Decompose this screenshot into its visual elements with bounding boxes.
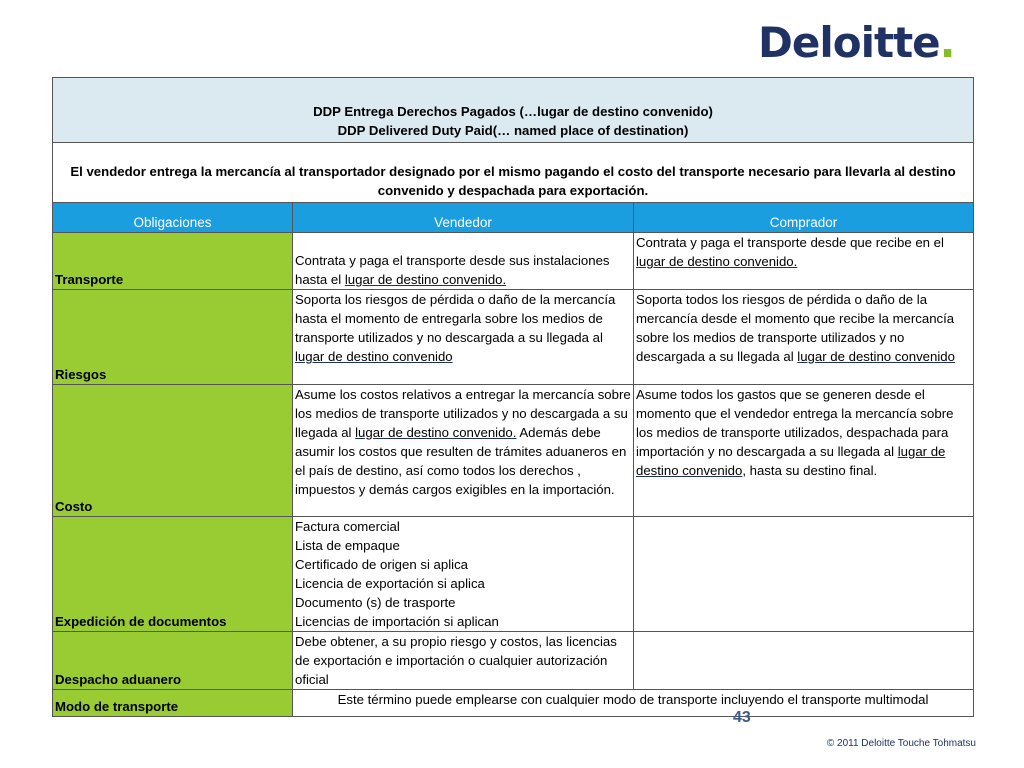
deloitte-logo xyxy=(758,18,955,67)
row-label-modo: Modo de transporte xyxy=(53,690,293,717)
link-lugar-destino: lugar de destino convenido xyxy=(797,349,955,364)
title-spanish: DDP Entrega Derechos Pagados (…lugar de destino convenido) xyxy=(313,104,713,119)
vendedor-expedicion xyxy=(293,517,634,632)
doc-item: Factura comercial xyxy=(295,519,400,534)
copyright-notice: © 2011 Deloitte Touche Tohmatsu xyxy=(826,738,976,749)
header-row xyxy=(53,203,974,233)
table-row xyxy=(53,385,974,517)
link-lugar-destino: lugar de destino convenido xyxy=(636,444,946,478)
row-label-despacho: Despacho aduanero xyxy=(53,632,293,690)
doc-item: Lista de empaque xyxy=(295,538,400,553)
doc-item: Documento (s) de trasporte xyxy=(295,595,456,610)
table-row xyxy=(53,290,974,385)
link-lugar-destino: lugar de destino convenido. xyxy=(636,254,798,269)
row-label-costo: Costo xyxy=(53,385,293,517)
row-label-riesgos: Riesgos xyxy=(53,290,293,385)
vendedor-costo: Asume los costos relativos a entregar la mercancía sobre los medios de transporte utilizados y no descargada a su llegada al lugar de destino convenido. Además debe asumir los costos que resulten de trámites aduaneros en el país de destino, así como todos los derechos , impuestos y demás cargos exigibles en la importación. xyxy=(293,385,634,517)
table-row xyxy=(53,632,974,690)
row-label-transporte: Transporte xyxy=(53,233,293,290)
page-number: 43 xyxy=(733,709,751,726)
table-row xyxy=(53,517,974,632)
ddp-table xyxy=(52,77,974,717)
link-lugar-destino: lugar de destino convenido. xyxy=(355,425,517,440)
comprador-transporte: Contrata y paga el transporte desde que recibe en el lugar de destino convenido. xyxy=(634,233,974,290)
logo-text: Deloitte xyxy=(758,18,940,67)
doc-item: Certificado de origen si aplica xyxy=(295,557,468,572)
comprador-riesgos: Soporta todos los riesgos de pérdida o daño de la mercancía desde el momento que recibe la mercancía sobre los medios de transporte utilizados y no descargada a su llegada al lugar de destino convenido xyxy=(634,290,974,385)
comprador-costo: Asume todos los gastos que se generen desde el momento que el vendedor entrega la mercancía sobre los medios de transporte utilizados, despachada para importación y no descargada a su llegada al lugar de destino convenido, hasta su destino final. xyxy=(634,385,974,517)
modo-transporte-text: Este término puede emplearse con cualquier modo de transporte incluyendo el transporte multimodal xyxy=(293,690,974,717)
link-lugar-destino: lugar de destino convenido. xyxy=(344,272,507,287)
vendedor-riesgos: Soporta los riesgos de pérdida o daño de la mercancía hasta el momento de entregarla sobre los medios de transporte utilizados y no descargada a su llegada al lugar de destino convenido xyxy=(293,290,634,385)
logo-dot: . xyxy=(939,18,955,67)
header-comprador: Comprador xyxy=(634,203,974,233)
header-obligaciones: Obligaciones xyxy=(53,203,293,233)
table-row xyxy=(53,233,974,290)
term-description: El vendedor entrega la mercancía al transportador designado por el mismo pagando el costo del transporte necesario para llevarla al destino convenido y despachada para exportación. xyxy=(53,143,974,203)
link-lugar-destino: lugar de destino convenido xyxy=(295,349,453,364)
vendedor-transporte: Contrata y paga el transporte desde sus instalaciones hasta el lugar de destino convenido. xyxy=(293,233,634,290)
row-label-expedicion: Expedición de documentos xyxy=(53,517,293,632)
comprador-expedicion xyxy=(634,517,974,632)
doc-item: Licencia de exportación si aplica xyxy=(295,576,485,591)
comprador-despacho xyxy=(634,632,974,690)
vendedor-despacho: Debe obtener, a su propio riesgo y costos, las licencias de exportación e importación o cualquier autorización oficial xyxy=(293,632,634,690)
title-english: DDP Delivered Duty Paid(… named place of destination) xyxy=(337,123,689,138)
doc-item: Licencias de importación si aplican xyxy=(295,614,499,629)
header-vendedor: Vendedor xyxy=(293,203,634,233)
table-title xyxy=(53,78,974,143)
table-row xyxy=(53,690,974,717)
